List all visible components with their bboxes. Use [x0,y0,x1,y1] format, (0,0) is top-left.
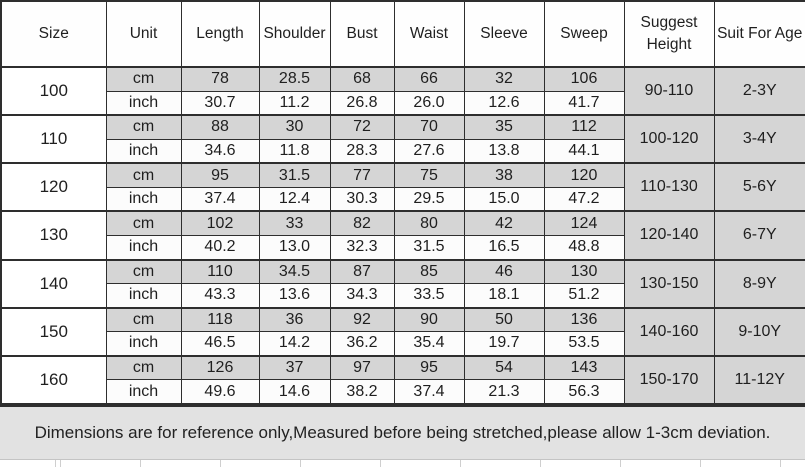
suit-for-age-cell: 3-4Y [714,115,805,163]
measure-cell: 102 [181,211,259,235]
measure-cell: 66 [394,67,464,91]
measure-cell: 77 [330,163,394,187]
measure-cell: 18.1 [464,284,544,308]
measure-cell: 38.2 [330,380,394,404]
measure-cell: 31.5 [259,163,330,187]
unit-cell: cm [106,308,181,332]
measure-cell: 12.4 [259,187,330,211]
measure-cell: 44.1 [544,139,624,163]
col-header-length: Length [181,1,259,67]
col-header-bust: Bust [330,1,394,67]
measure-cell: 34.6 [181,139,259,163]
measure-cell: 124 [544,211,624,235]
table-row-cm [1,308,805,332]
unit-cell: inch [106,284,181,308]
measure-cell: 28.5 [259,67,330,91]
unit-cell: inch [106,332,181,356]
measure-cell: 51.2 [544,284,624,308]
measure-cell: 48.8 [544,235,624,259]
measure-cell: 36 [259,308,330,332]
col-header-unit: Unit [106,1,181,67]
table-row-cm [1,163,805,187]
measure-cell: 37.4 [394,380,464,404]
measure-cell: 143 [544,356,624,380]
measure-cell: 68 [330,67,394,91]
measure-cell: 130 [544,260,624,284]
size-cell: 120 [1,163,106,211]
suit-for-age-cell: 2-3Y [714,67,805,115]
unit-cell: inch [106,91,181,115]
measure-cell: 56.3 [544,380,624,404]
measure-cell: 32.3 [330,235,394,259]
suit-for-age-cell: 11-12Y [714,356,805,404]
footer-note-band [0,405,805,459]
table-row-cm [1,356,805,380]
measure-cell: 97 [330,356,394,380]
measure-cell: 36.2 [330,332,394,356]
suit-for-age-cell: 9-10Y [714,308,805,356]
measure-cell: 13.6 [259,284,330,308]
measure-cell: 120 [544,163,624,187]
measure-cell: 12.6 [464,91,544,115]
col-header-size: Size [1,1,106,67]
unit-cell: inch [106,380,181,404]
measure-cell: 78 [181,67,259,91]
measure-cell: 126 [181,356,259,380]
measure-cell: 46 [464,260,544,284]
measure-cell: 29.5 [394,187,464,211]
col-header-suit-for-age: Suit For Age [714,1,805,67]
measure-cell: 42 [464,211,544,235]
col-header-sleeve: Sleeve [464,1,544,67]
table-row-cm [1,115,805,139]
measure-cell: 27.6 [394,139,464,163]
col-header-waist: Waist [394,1,464,67]
measure-cell: 75 [394,163,464,187]
measure-cell: 136 [544,308,624,332]
measure-cell: 92 [330,308,394,332]
measure-cell: 40.2 [181,235,259,259]
unit-cell: cm [106,67,181,91]
measure-cell: 53.5 [544,332,624,356]
measure-cell: 16.5 [464,235,544,259]
unit-cell: cm [106,115,181,139]
measure-cell: 37.4 [181,187,259,211]
col-header-shoulder: Shoulder [259,1,330,67]
measure-cell: 110 [181,260,259,284]
measure-cell: 90 [394,308,464,332]
measure-cell: 47.2 [544,187,624,211]
table-row-cm [1,67,805,91]
size-cell: 160 [1,356,106,404]
measure-cell: 33.5 [394,284,464,308]
measure-cell: 19.7 [464,332,544,356]
suggest-height-cell: 120-140 [624,211,714,259]
col-header-sweep: Sweep [544,1,624,67]
measure-cell: 95 [181,163,259,187]
table-row-cm [1,211,805,235]
measure-cell: 50 [464,308,544,332]
measure-cell: 37 [259,356,330,380]
suit-for-age-cell: 5-6Y [714,163,805,211]
measure-cell: 30.3 [330,187,394,211]
measure-cell: 43.3 [181,284,259,308]
size-cell: 150 [1,308,106,356]
measure-cell: 72 [330,115,394,139]
measure-cell: 34.5 [259,260,330,284]
measure-cell: 88 [181,115,259,139]
suit-for-age-cell: 8-9Y [714,260,805,308]
unit-cell: inch [106,187,181,211]
table-row-cm [1,260,805,284]
measure-cell: 49.6 [181,380,259,404]
footer-note: Dimensions are for reference only,Measured before being stretched,please allow 1-3cm deviation. [34,423,771,442]
measure-cell: 28.3 [330,139,394,163]
measure-cell: 35.4 [394,332,464,356]
measure-cell: 82 [330,211,394,235]
measure-cell: 31.5 [394,235,464,259]
measure-cell: 26.8 [330,91,394,115]
measure-cell: 21.3 [464,380,544,404]
measure-cell: 35 [464,115,544,139]
unit-cell: cm [106,163,181,187]
measure-cell: 13.8 [464,139,544,163]
measure-cell: 85 [394,260,464,284]
unit-cell: cm [106,356,181,380]
measure-cell: 95 [394,356,464,380]
measure-cell: 13.0 [259,235,330,259]
unit-cell: cm [106,260,181,284]
size-cell: 140 [1,260,106,308]
suggest-height-cell: 110-130 [624,163,714,211]
suit-for-age-cell: 6-7Y [714,211,805,259]
measure-cell: 46.5 [181,332,259,356]
cropped-next-table-strip [0,459,805,467]
size-cell: 110 [1,115,106,163]
measure-cell: 30 [259,115,330,139]
measure-cell: 11.2 [259,91,330,115]
suggest-height-cell: 150-170 [624,356,714,404]
measure-cell: 26.0 [394,91,464,115]
measure-cell: 87 [330,260,394,284]
measure-cell: 11.8 [259,139,330,163]
measure-cell: 14.2 [259,332,330,356]
measure-cell: 80 [394,211,464,235]
measure-cell: 15.0 [464,187,544,211]
measure-cell: 34.3 [330,284,394,308]
unit-cell: cm [106,211,181,235]
suggest-height-cell: 130-150 [624,260,714,308]
measure-cell: 118 [181,308,259,332]
measure-cell: 33 [259,211,330,235]
measure-cell: 112 [544,115,624,139]
measure-cell: 32 [464,67,544,91]
measure-cell: 30.7 [181,91,259,115]
suggest-height-cell: 90-110 [624,67,714,115]
measure-cell: 54 [464,356,544,380]
suggest-height-cell: 100-120 [624,115,714,163]
measure-cell: 106 [544,67,624,91]
measure-cell: 70 [394,115,464,139]
measure-cell: 38 [464,163,544,187]
size-cell: 130 [1,211,106,259]
unit-cell: inch [106,235,181,259]
size-cell: 100 [1,67,106,115]
suggest-height-cell: 140-160 [624,308,714,356]
col-header-suggest-height: Suggest Height [624,1,714,67]
header-row [1,1,805,67]
measure-cell: 41.7 [544,91,624,115]
measure-cell: 14.6 [259,380,330,404]
unit-cell: inch [106,139,181,163]
